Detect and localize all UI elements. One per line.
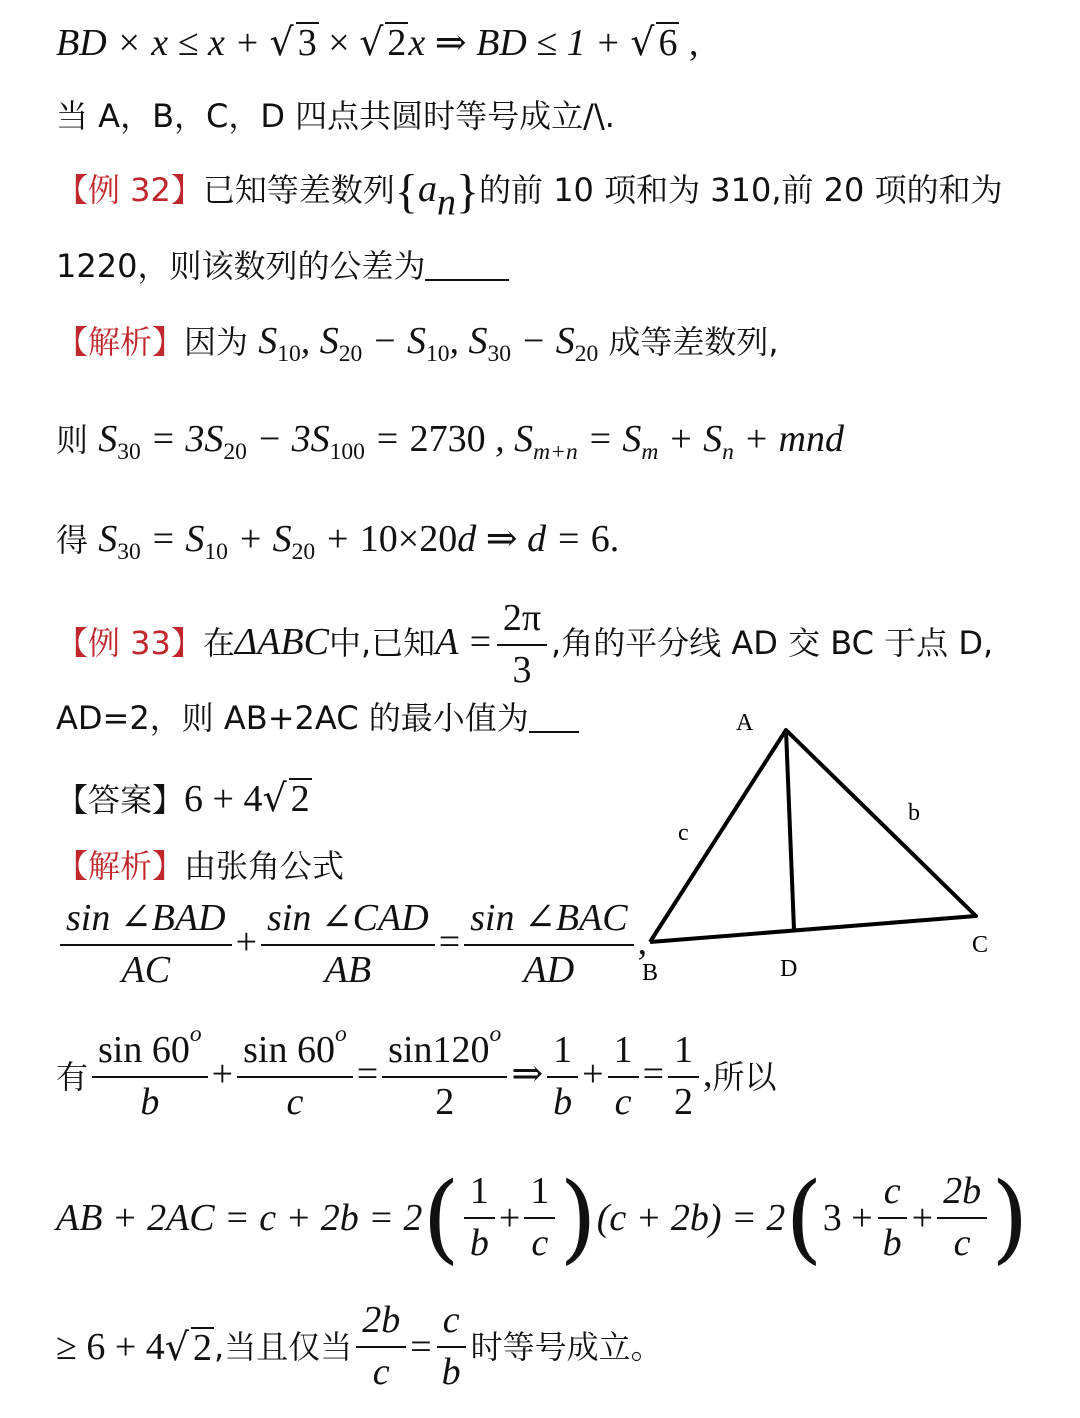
fraction-c-b: $\frac{c}{b}$	[436, 1300, 467, 1394]
answer-tag: 【答案】	[56, 781, 185, 819]
point-d-label: D	[780, 956, 798, 982]
concyclic-condition: 当 A，B，C，D 四点共圆时等号成立/\.	[56, 97, 615, 135]
sin-substitution: 有 $\frac{\sin 60^o}{b}$ + $\frac{\sin 60^o}{c}$ = $\frac{\sin 120^o}{2}$ ⇒ $\frac{1}{b}$ + $\frac{1}{c}$ = $\frac{1}{2}$ ,所以	[56, 1020, 777, 1123]
fraction-sin120-2: $\frac{\sin 120^o}{2}$	[382, 1030, 507, 1124]
radicand: 6	[658, 22, 678, 64]
fraction-1-b: $\frac{1}{b}$	[464, 1171, 495, 1265]
brace: {	[394, 165, 418, 218]
solution-text: 则	[56, 421, 89, 459]
zhang-angle-formula: $\frac{\text{sin ∠BAD}}{AC}$ + $\frac{\text{sin ∠CAD}}{AB}$ = $\frac{\text{sin ∠BAC}}{AD}$ ,	[56, 898, 647, 992]
fraction-1-c: $\frac{1}{c}$	[608, 1030, 639, 1124]
solution-text: 由张角公式	[184, 847, 345, 885]
sqrt-sign: √	[269, 20, 294, 64]
solution-tag: 【解析】	[56, 323, 185, 361]
example-tag: 【例 32】	[56, 171, 203, 209]
question-text: 的前 10 项和为 310,前 20 项的和为	[479, 171, 1003, 209]
question-text: 1220，则该数列的公差为	[56, 247, 426, 285]
fraction-bad: $\frac{\text{sin ∠BAD}}{AC}$	[60, 898, 232, 992]
solution-text: 因为	[184, 323, 249, 361]
vertex-a-label: A	[736, 710, 754, 736]
final-inequality: ≥ 6 + 4√ 2,当且仅当 $\frac{2b}{c}$ = $\frac{c}{b}$ 时等号成立。	[56, 1299, 663, 1393]
question-text: 中,已知	[329, 623, 436, 662]
math-text: BD × x ≤ x +	[56, 22, 270, 64]
seq-sub: n	[436, 181, 456, 224]
example-32-line2	[56, 247, 509, 285]
fraction-2pi-3: $\frac{2\pi}{3}$	[497, 598, 547, 692]
fraction-1-c: $\frac{1}{c}$	[524, 1171, 555, 1265]
solution-tag: 【解析】	[56, 847, 185, 885]
example-32-line1	[56, 165, 1003, 224]
radicand: 2	[387, 22, 407, 64]
angle-a: A =	[435, 620, 493, 663]
fraction-c-b: $\frac{c}{b}$	[877, 1171, 908, 1265]
fraction-1-2: $\frac{1}{2}$	[668, 1030, 699, 1124]
solution-text: 成等差数列,	[608, 323, 779, 361]
radicand: 2	[290, 778, 310, 820]
example-33-line1	[56, 598, 993, 692]
question-text: 在	[202, 623, 235, 662]
s30-equation: $S_{30} = 3S_{20} - 3S_{100} = 2730$ , $S_{m+n} = S_m + S_n$ + mnd	[98, 418, 844, 466]
sqrt-sign: √	[630, 20, 655, 64]
question-text: 已知等差数列	[202, 171, 395, 209]
solution-33-header	[56, 847, 345, 885]
math-seq: $S_{10}$, $S_{20} - S_{10}$, $S_{30} - S_{20}$	[258, 320, 599, 368]
sqrt-sign: √	[359, 20, 384, 64]
solution-32-line3	[56, 518, 620, 566]
answer-line	[56, 778, 312, 818]
math-text: ×	[318, 22, 360, 64]
brace: }	[455, 165, 480, 218]
radicand: 3	[297, 22, 317, 64]
fraction-bac: $\frac{\text{sin ∠BAC}}{AD}$	[464, 898, 633, 992]
solution-32-line1	[56, 320, 779, 368]
math-text: x ⇒ BD ≤ 1 +	[408, 22, 631, 64]
side-c-label: c	[678, 820, 689, 846]
triangle-symbol: ΔABC	[234, 620, 329, 663]
fraction-1-b: $\frac{1}{b}$	[547, 1030, 578, 1124]
fraction-cad: $\frac{\text{sin ∠CAD}}{AB}$	[261, 898, 435, 992]
vertex-c-label: C	[972, 932, 989, 958]
solution-text: 得	[56, 521, 89, 559]
math-text: ,	[679, 22, 699, 64]
question-text: AD=2，则 AB+2AC 的最小值为	[56, 699, 529, 737]
d-equation: $S_{30} = S_{10} + S_{20} + 10\times 20d$ ⇒ d = 6.	[98, 518, 620, 566]
example-33-line2	[56, 699, 579, 737]
fraction-2b-c: $\frac{2b}{c}$	[356, 1300, 406, 1394]
fraction-2b-c: $\frac{2b}{c}$	[937, 1171, 987, 1265]
answer-value: 6 + 4	[184, 778, 263, 820]
question-text: ,角的平分线 AD 交 BC 于点 D,	[551, 623, 994, 662]
answer-blank	[529, 731, 579, 733]
triangle-figure	[630, 700, 1010, 1000]
seq-var: a	[417, 168, 437, 210]
line-bd-inequality	[56, 22, 698, 62]
side-b-label: b	[908, 800, 920, 826]
sqrt-sign: √	[262, 776, 287, 820]
answer-blank	[425, 279, 509, 281]
vertex-b-label: B	[642, 960, 659, 986]
fraction-sin60-c: $\frac{\sin 60^o}{c}$	[237, 1030, 353, 1124]
ab-2ac-expansion: AB + 2AC = c + 2b = 2( $\frac{1}{b}$ + $\frac{1}{c}$ )(c + 2b) = 2(3 + $\frac{c}{b}$ + $\frac{2b}{c}$ )	[56, 1162, 1029, 1274]
solution-32-line2	[56, 418, 844, 466]
example-tag: 【例 33】	[56, 623, 203, 662]
fraction-sin60-b: $\frac{\sin 60^o}{b}$	[92, 1030, 208, 1124]
